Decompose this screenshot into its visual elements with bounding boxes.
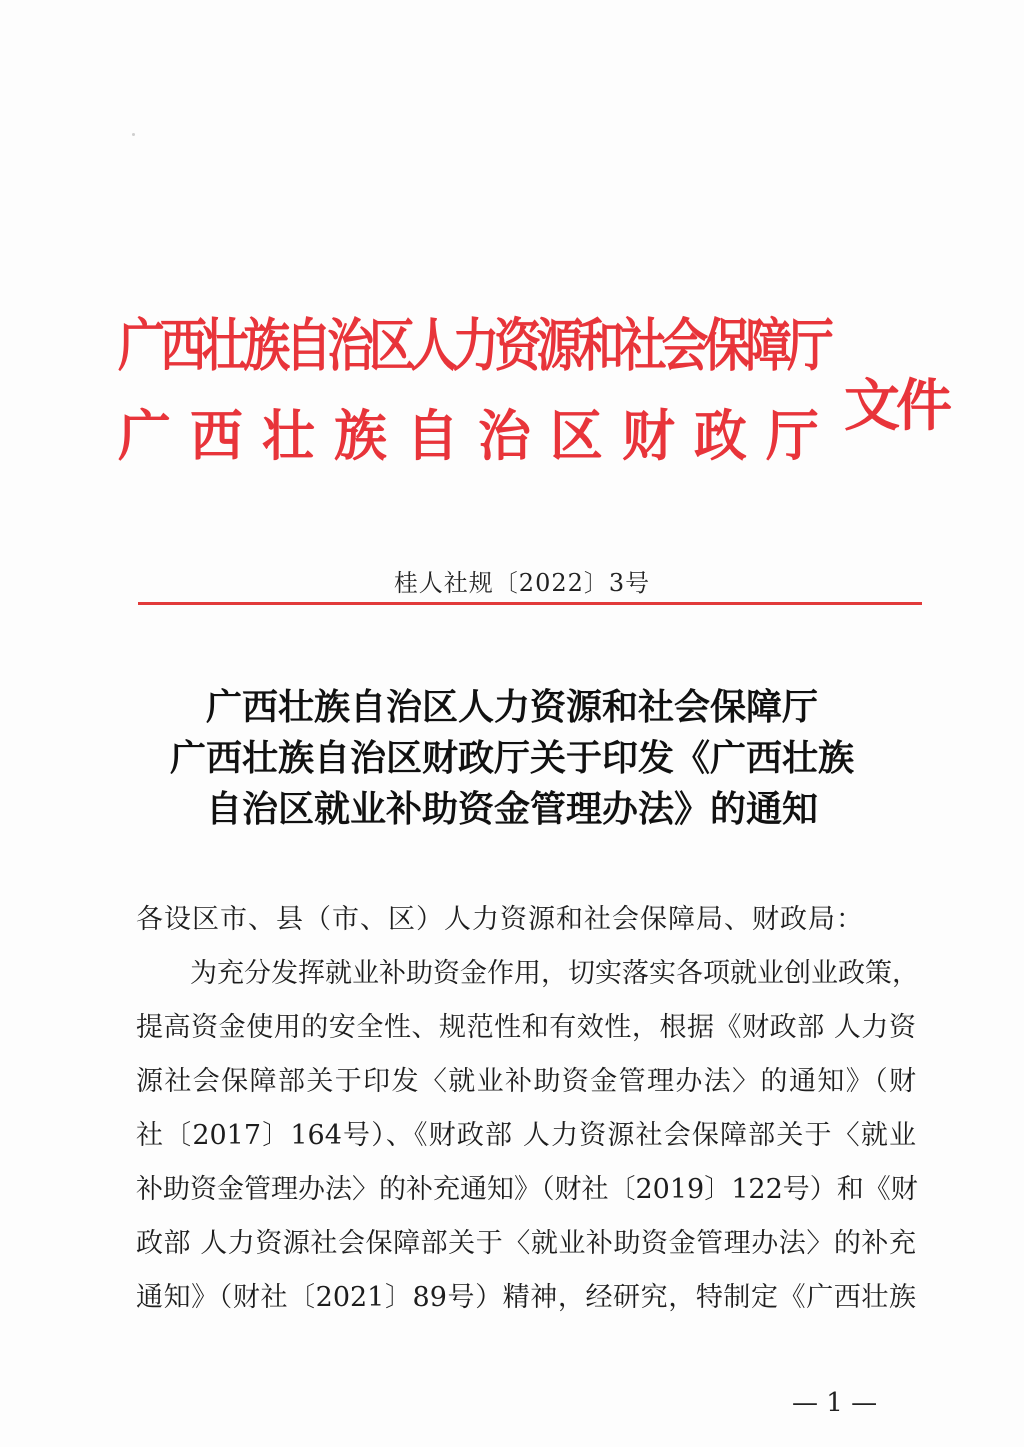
title-line: 广西壮族自治区人力资源和社会保障厅 [205,687,818,728]
scan-speck [132,133,135,136]
document-number: 桂人社规〔2022〕3号 [393,569,651,597]
paragraph-line: 为充分发挥就业补助资金作用，切实落实各项就业创业政策， [190,958,919,989]
title-line: 广西壮族自治区财政厅关于印发《广西壮族 [169,738,854,779]
issuing-agency-1: 广西壮族自治区人力资源和社会保障厅 [118,312,829,379]
document-title [0,682,1024,835]
document-body [136,893,919,1325]
red-header [118,300,948,470]
paragraph-line: 提高资金使用的安全性、规范性和有效性，根据《财政部 人力资 [136,1012,916,1043]
red-separator-line [138,602,922,605]
paragraph-line: 通知》（财社〔2021〕89号）精神，经研究，特制定《广西壮族 [136,1282,916,1313]
issuing-agency-2: 广西壮族自治区财政厅 [118,403,839,468]
paragraph-line: 源社会保障部关于印发〈就业补助资金管理办法〉的通知》（财 [136,1066,916,1097]
paragraph-line: 政部 人力资源社会保障部关于〈就业补助资金管理办法〉的补充 [136,1228,916,1259]
page-number: — 1 — [792,1388,878,1418]
salutation: 各设区市、县（市、区）人力资源和社会保障局、财政局： [136,904,864,935]
paragraph-line: 补助资金管理办法〉的补充通知》（财社〔2019〕122号）和《财 [136,1174,918,1205]
title-line: 自治区就业补助资金管理办法》的通知 [205,789,818,830]
document-suffix: 文件 [844,373,948,439]
paragraph-line: 社〔2017〕164号）、《财政部 人力资源社会保障部关于〈就业 [136,1120,916,1151]
